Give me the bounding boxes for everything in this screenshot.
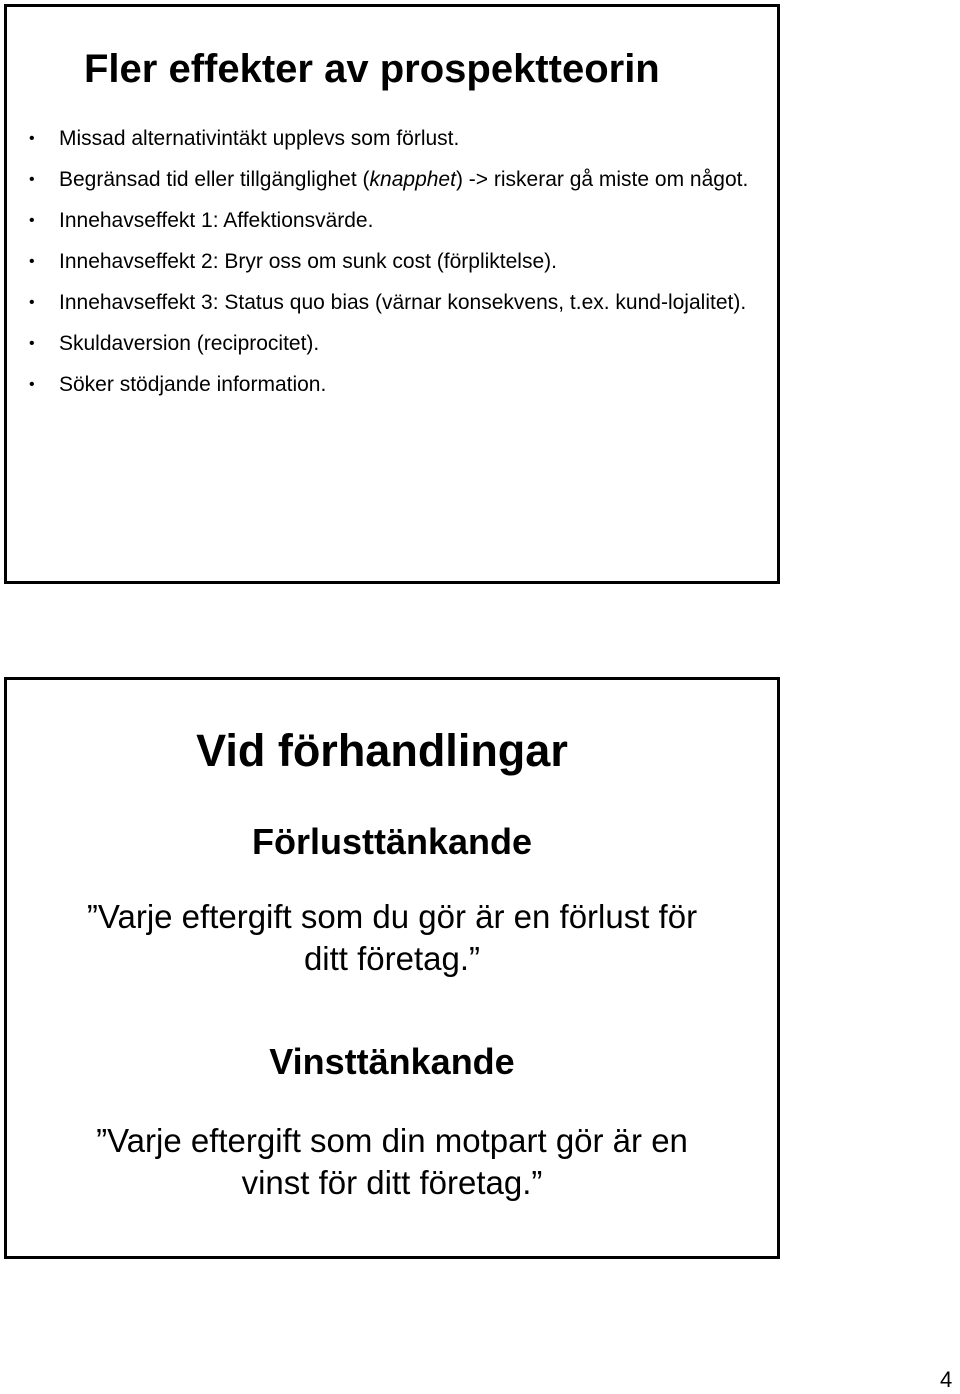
bullet-item: • Söker stödjande information. bbox=[29, 373, 327, 396]
bullet-list bbox=[29, 126, 774, 413]
bullet-item: • Innehavseffekt 3: Status quo bias (värnar konsekvens, t.ex. kund-lojalitet). bbox=[29, 291, 747, 314]
bullet-icon: • bbox=[29, 212, 35, 229]
bullet-item: • Skuldaversion (reciprocitet). bbox=[29, 332, 320, 355]
quote-loss bbox=[7, 896, 777, 980]
subheading-loss-thinking: Förlusttänkande bbox=[251, 821, 533, 862]
slide-title: Vid förhandlingar bbox=[196, 725, 568, 776]
bullet-icon: • bbox=[29, 335, 35, 352]
slide-prospect-theory-effects bbox=[4, 4, 780, 584]
page-number: 4 bbox=[940, 1367, 953, 1392]
bullet-icon: • bbox=[29, 171, 35, 188]
bullet-icon: • bbox=[29, 376, 35, 393]
bullet-item: • Innehavseffekt 2: Bryr oss om sunk cost (förpliktelse). bbox=[29, 250, 557, 273]
bullet-icon: • bbox=[29, 130, 35, 147]
quote-gain-text: ”Varje eftergift som din motpart gör är en vinst för ditt företag.” bbox=[96, 1122, 688, 1201]
bullet-item: • Innehavseffekt 1: Affektionsvärde. bbox=[29, 209, 374, 232]
slide-negotiations bbox=[4, 677, 780, 1259]
slide-title: Fler effekter av prospektteorin bbox=[84, 47, 660, 91]
bullet-item: • Missad alternativintäkt upplevs som förlust. bbox=[29, 127, 460, 150]
subheading-gain-thinking: Vinsttänkande bbox=[269, 1041, 515, 1082]
bullet-item: • Begränsad tid eller tillgänglighet (knapphet) -> riskerar gå miste om något. bbox=[29, 168, 749, 191]
quote-gain bbox=[7, 1120, 777, 1204]
bullet-icon: • bbox=[29, 253, 35, 270]
bullet-icon: • bbox=[29, 294, 35, 311]
italic-term: knapphet bbox=[369, 168, 456, 191]
quote-loss-text: ”Varje eftergift som du gör är en förlust för ditt företag.” bbox=[86, 898, 698, 977]
